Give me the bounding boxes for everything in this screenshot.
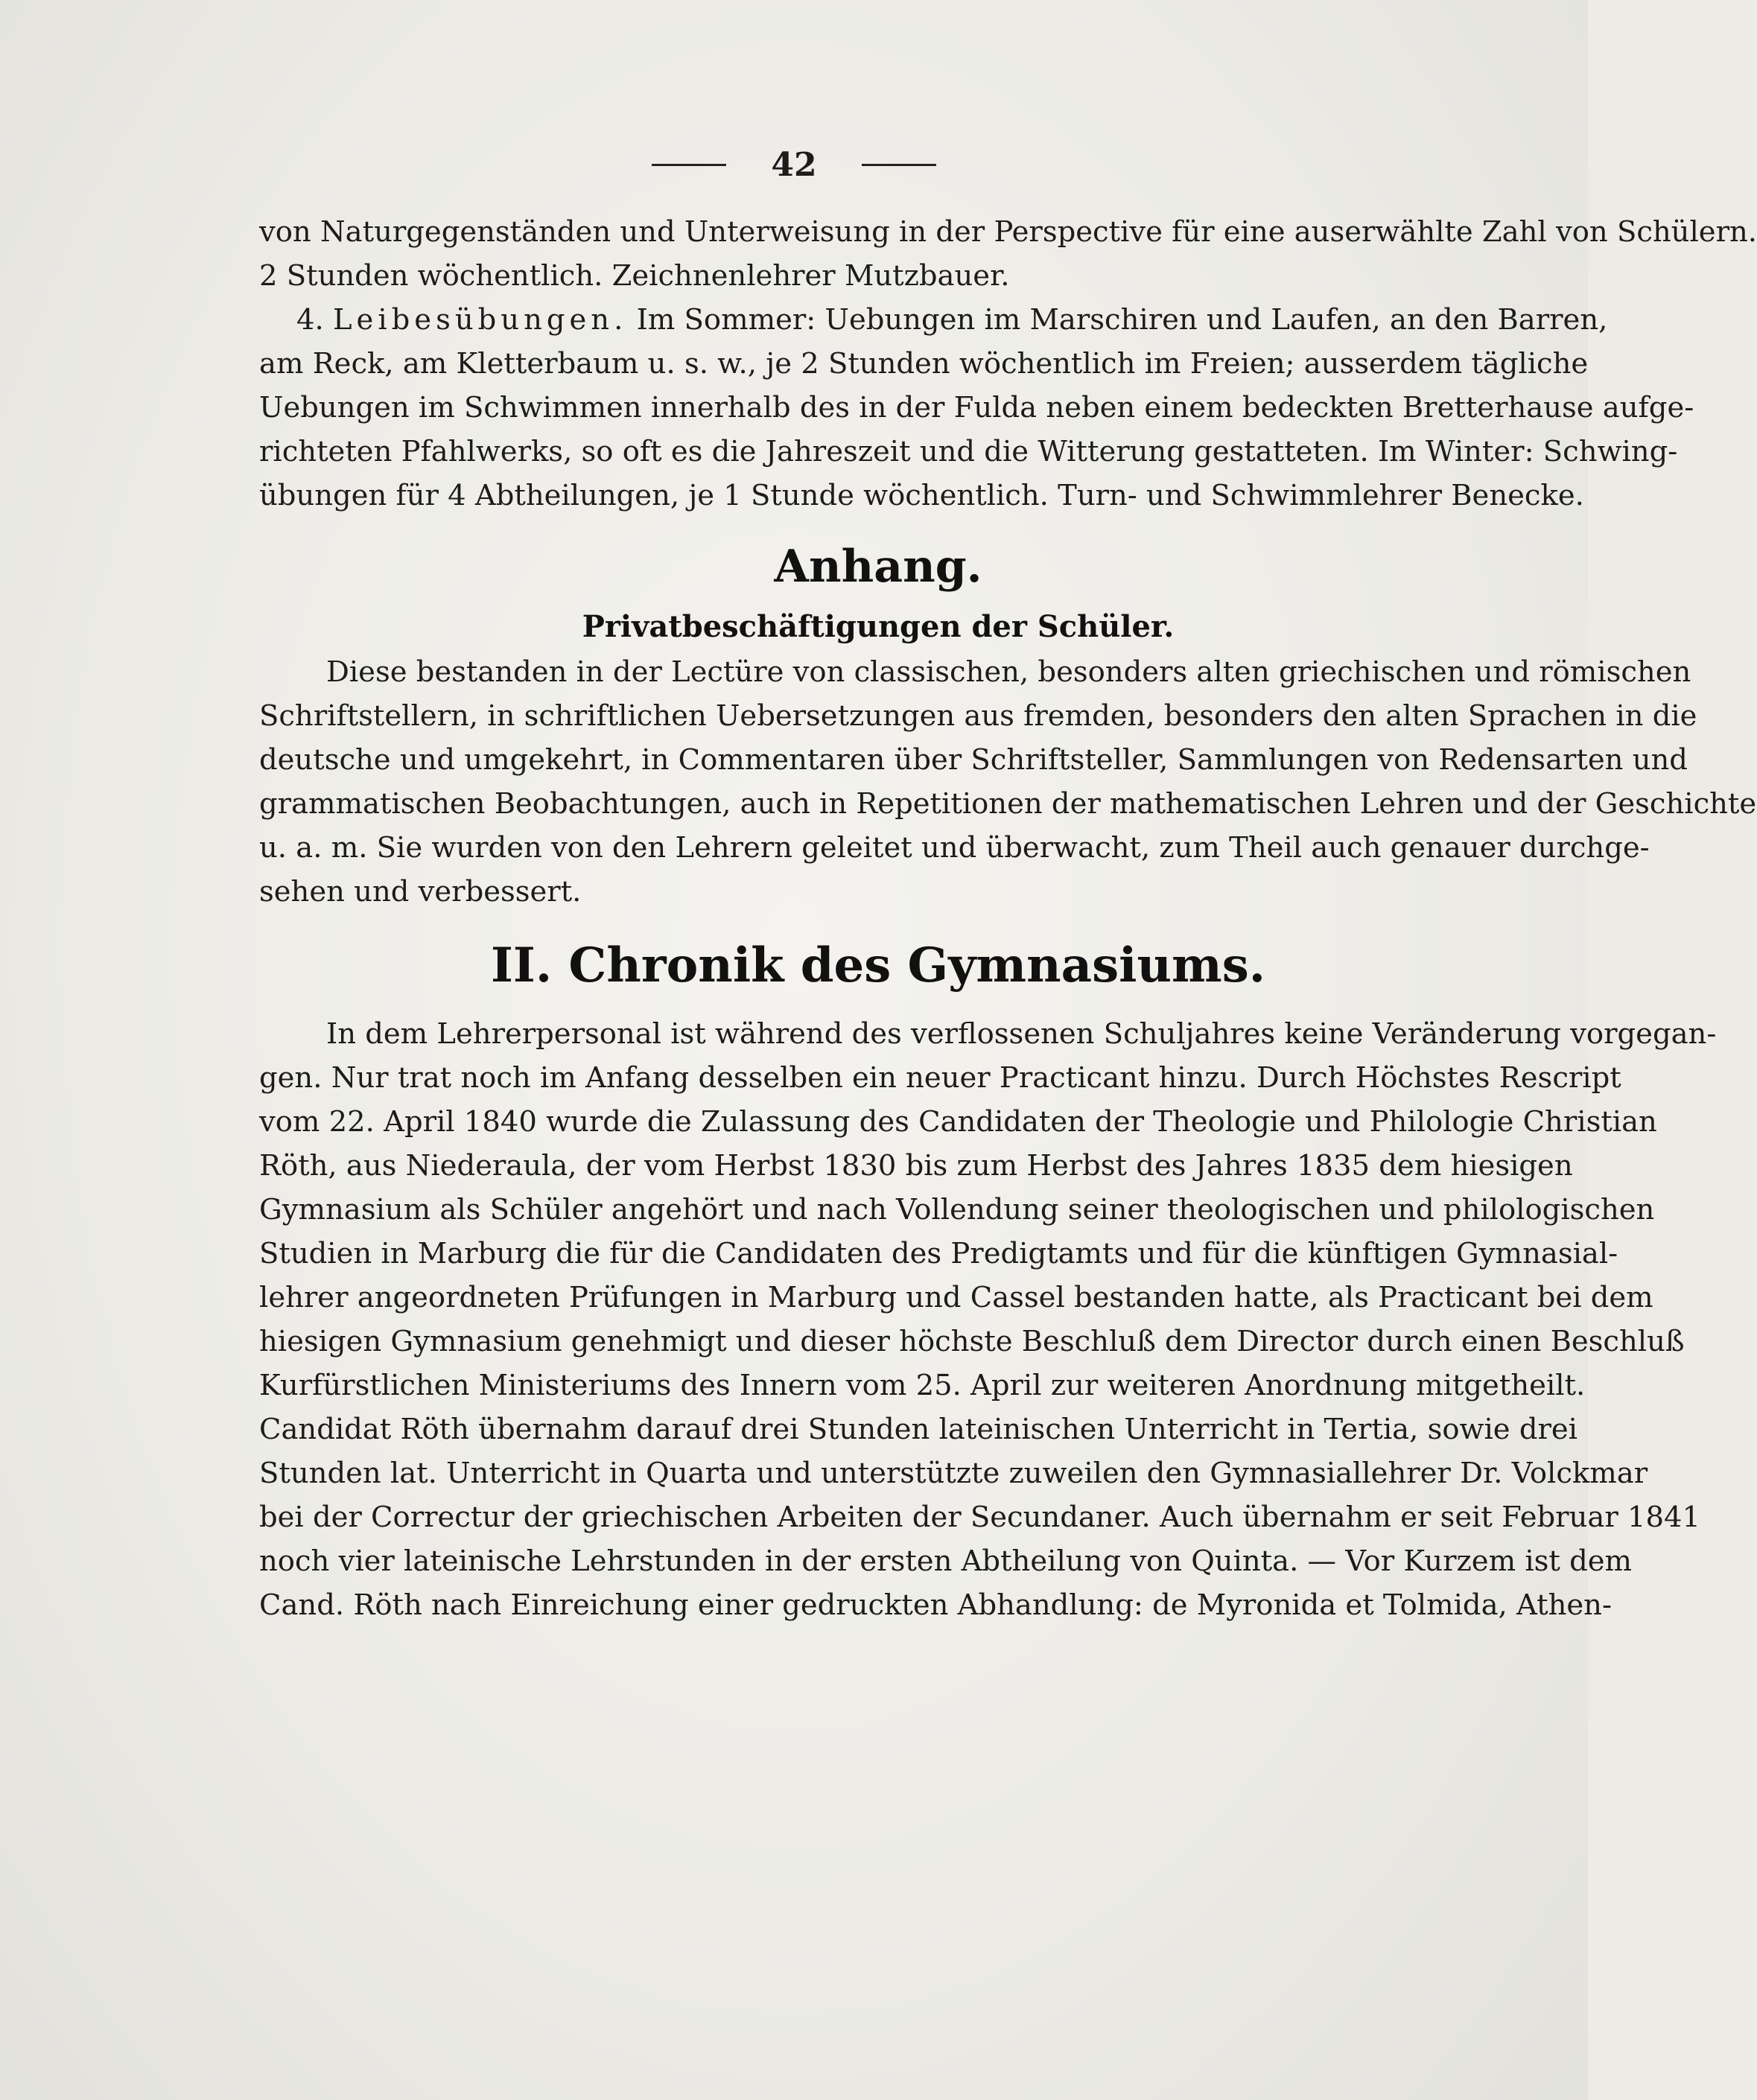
text-line: In dem Lehrerpersonal ist während des verflossenen Schuljahres keine Veränderung vorgegan- <box>326 1017 1717 1051</box>
text-line: grammatischen Beobachtungen, auch in Repetitionen der mathematischen Lehren und der Geschichte <box>259 787 1757 821</box>
page-body <box>259 210 1757 1627</box>
text-line: richteten Pfahlwerks, so oft es die Jahreszeit und die Witterung gestatteten. Im Winter: Schwing- <box>259 435 1678 468</box>
item-text: Im Sommer: Uebungen im Marschiren und Laufen, an den Barren, <box>636 303 1608 337</box>
text-line: noch vier lateinische Lehrstunden in der ersten Abtheilung von Quinta. — Vor Kurzem ist dem <box>259 1544 1633 1578</box>
text-line: Cand. Röth nach Einreichung einer gedruckten Abhandlung: de Myronida et Tolmida, Athen- <box>259 1588 1612 1622</box>
text-line: Diese bestanden in der Lectüre von classischen, besonders alten griechischen und römischen <box>326 655 1691 689</box>
page-header <box>0 146 1588 184</box>
header-rule-left <box>652 164 726 166</box>
text-line: sehen und verbessert. <box>259 875 582 909</box>
text-line: Uebungen im Schwimmen innerhalb des in der Fulda neben einem bedeckten Bretterhause aufge- <box>259 391 1694 424</box>
text-line: Studien in Marburg die für die Candidaten des Predigtamts und für die künftigen Gymnasial- <box>259 1237 1618 1270</box>
text-line: Gymnasium als Schüler angehört und nach Vollendung seiner theologischen und philologischen <box>259 1193 1655 1226</box>
item-number: 4. <box>296 303 324 337</box>
text-line: Kurfürstlichen Ministeriums des Innern vom 25. April zur weiteren Anordnung mitgetheilt. <box>259 1369 1586 1402</box>
text-line: u. a. m. Sie wurden von den Lehrern geleitet und überwacht, zum Theil auch genauer durchge- <box>259 831 1650 865</box>
text-line: bei der Correctur der griechischen Arbeiten der Secundaner. Auch übernahm er seit Februar 1841 <box>259 1501 1700 1534</box>
section-heading-anhang: Anhang. <box>774 541 982 593</box>
header-rule-right <box>862 164 936 166</box>
text-line: Stunden lat. Unterricht in Quarta und unterstützte zuweilen den Gymnasiallehrer Dr. Volckmar <box>259 1457 1648 1490</box>
text-line: Candidat Röth übernahm darauf drei Stunden lateinischen Unterricht in Tertia, sowie drei <box>259 1413 1578 1446</box>
text-line: von Naturgegenständen und Unterweisung in der Perspective für eine auserwählte Zahl von Schülern. <box>259 215 1757 249</box>
text-line: vom 22. April 1840 wurde die Zulassung des Candidaten der Theologie und Philologie Christian <box>259 1105 1657 1139</box>
text-line: übungen für 4 Abtheilungen, je 1 Stunde wöchentlich. Turn- und Schwimmlehrer Benecke. <box>259 479 1584 512</box>
text-line: Röth, aus Niederaula, der vom Herbst 1830 bis zum Herbst des Jahres 1835 dem hiesigen <box>259 1149 1573 1183</box>
text-line <box>259 298 1608 342</box>
subheading-privat: Privatbeschäftigungen der Schüler. <box>582 609 1175 644</box>
text-line: am Reck, am Kletterbaum u. s. w., je 2 Stunden wöchentlich im Freien; ausserdem tägliche <box>259 347 1589 381</box>
page-number: 42 <box>771 146 817 184</box>
item-title: Leibesübungen. <box>332 303 628 337</box>
text-line: deutsche und umgekehrt, in Commentaren über Schriftsteller, Sammlungen von Redensarten und <box>259 743 1688 777</box>
text-line: lehrer angeordneten Prüfungen in Marburg und Cassel bestanden hatte, als Practicant bei dem <box>259 1281 1653 1314</box>
text-line: hiesigen Gymnasium genehmigt und dieser höchste Beschluß dem Director durch einen Beschluß <box>259 1325 1685 1358</box>
section-heading-chronik: II. Chronik des Gymnasiums. <box>490 938 1266 993</box>
text-line: 2 Stunden wöchentlich. Zeichnenlehrer Mutzbauer. <box>259 259 1010 293</box>
text-line: gen. Nur trat noch im Anfang desselben ein neuer Practicant hinzu. Durch Höchstes Rescript <box>259 1061 1621 1095</box>
text-line: Schriftstellern, in schriftlichen Uebersetzungen aus fremden, besonders den alten Sprachen in die <box>259 699 1697 733</box>
